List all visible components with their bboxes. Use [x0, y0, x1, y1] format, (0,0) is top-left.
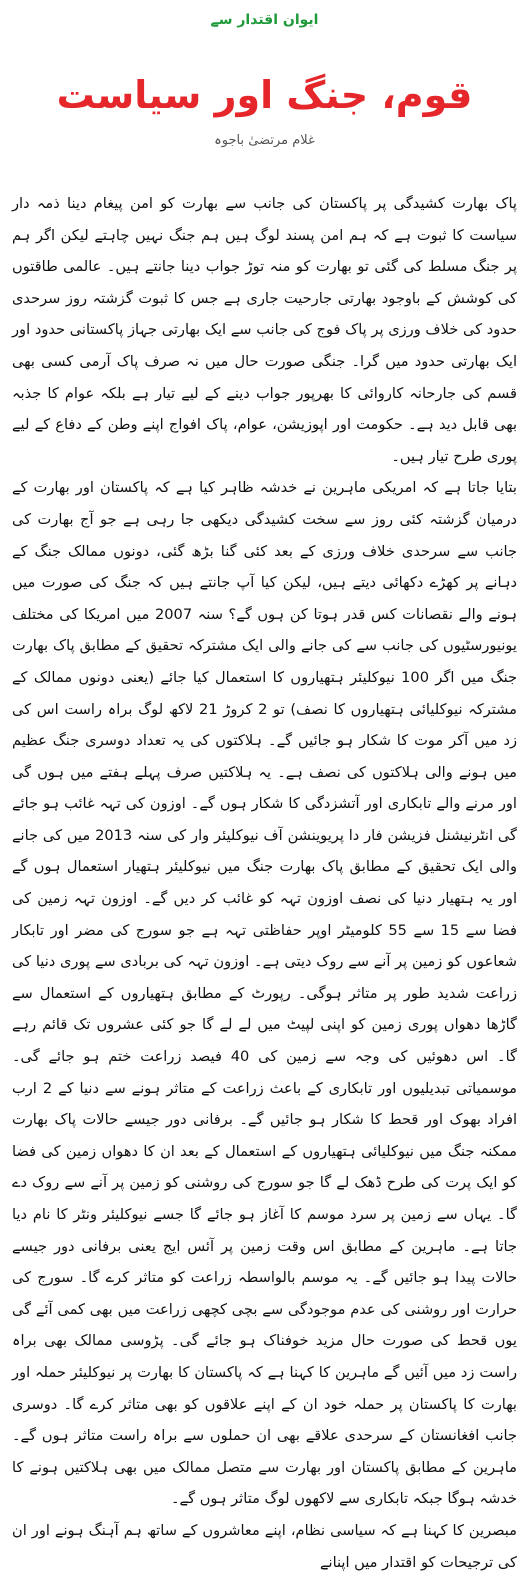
article-body [12, 188, 517, 1578]
article-paragraph: بتایا جاتا ہے کہ امریکی ماہرین نے خدشہ ظاہر کیا ہے کہ پاکستان اور بھارت کے درمیان گزشتہ کئی روز سے سخت کشیدگی دیکھی جا رہی ہے جو آج بھارت کی جانب سے سرحدی خلاف ورزی کے بعد کئی گنا بڑھ گئی، دونوں ممالک جنگ کے دہانے پر کھڑے دکھائی دیتے ہیں، لیکن کیا آپ جانتے ہیں کہ جنگ کی صورت میں ہونے والے نقصانات کس قدر ہوتا کن ہوں گے؟ سنہ 2007 میں امریکا کی مختلف یونیورسٹیوں کی جانب سے کی جانے والی ایک مشترکہ تحقیق کے مطابق پاک بھارت جنگ میں اگر 100 نیوکلیئر ہتھیاروں کا استعمال کیا جائے (یعنی دونوں ممالک کے مشترکہ نیوکلیائی ہتھیاروں کا نصف) تو 2 کروڑ 21 لاکھ لوگ براہ راست اس کی زد میں آکر موت کا شکار ہو جائیں گے۔ ہلاکتوں کی یہ تعداد دوسری جنگ عظیم میں ہونے والی ہلاکتوں کی نصف ہے۔ یہ ہلاکتیں صرف پہلے ہفتے میں ہوں گی اور مرنے والے تابکاری اور آتشزدگی کا شکار ہوں گے۔ اوزون کی تہہ غائب ہو جائے گی انٹرنیشنل فزیشن فار دا پریوینشن آف نیوکلیئر وار کی سنہ 2013 میں کی جانے والی ایک تحقیق کے مطابق پاک بھارت جنگ میں نیوکلیئر ہتھیار استعمال ہوں گے اور یہ ہتھیار دنیا کی نصف اوزون تہہ کو غائب کر دیں گے۔ اوزون تہہ زمین کی فضا سے 15 سے 55 کلومیٹر اوپر حفاظتی تہہ ہے جو سورج کی مضر اور تابکار شعاعوں کو زمین پر آنے سے روک دیتی ہے۔ اوزون تہہ کی بربادی سے پوری دنیا کی زراعت شدید طور پر متاثر ہوگی۔ رپورٹ کے مطابق ہتھیاروں کے استعمال سے گاڑھا دھواں پوری زمین کو اپنی لپیٹ میں لے لے گا جو کئی عشروں تک قائم رہے گا۔ اس دھوئیں کی وجہ سے زمین کی 40 فیصد زراعت ختم ہو جائے گی۔ موسمیاتی تبدیلیوں اور تابکاری کے باعث زراعت کے متاثر ہونے سے دنیا کے 2 ارب افراد بھوک اور قحط کا شکار ہو جائیں گے۔ برفانی دور جیسے حالات پاک بھارت ممکنہ جنگ میں نیوکلیائی ہتھیاروں کے استعمال کے بعد ان کا دھواں زمین کی فضا کو ایک پرت کی طرح ڈھک لے گا جو سورج کی روشنی کو زمین پر آنے سے روک دے گا۔ یہاں سے زمین پر سرد موسم کا آغاز ہو جائے گا جسے نیوکلیئر ونٹر کا نام دیا جاتا ہے۔ ماہرین کے مطابق اس وقت زمین پر آئس ایج یعنی برفانی دور جیسے حالات پیدا ہو جائیں گے۔ یہ موسم بالواسطہ زراعت کو متاثر کرے گا۔ سورج کی حرارت اور روشنی کی عدم موجودگی سے بچی کچھی زراعت میں بھی کمی آئے گی یوں قحط کی صورت حال مزید خوفناک ہو جائے گی۔ پڑوسی ممالک بھی براہ راست زد میں آئیں گے ماہرین کا کہنا ہے کہ پاکستان کا بھارت پر نیوکلیئر حملہ اور بھارت کا پاکستان پر حملہ خود ان کے اپنے علاقوں کو بھی متاثر کرے گا۔ دوسری جانب افغانستان کے سرحدی علاقے بھی ان حملوں سے براہ راست متاثر ہوں گے۔ ماہرین کے مطابق پاکستان اور بھارت سے متصل ممالک میں بھی ہلاکتیں ہونے کا خدشہ ہوگا جبکہ تابکاری سے لاکھوں لوگ متاثر ہوں گے۔ [12, 479, 518, 1508]
article-paragraph: پاک بھارت کشیدگی پر پاکستان کی جانب سے بھارت کو امن پیغام دینا ذمہ دار سیاست کا ثبوت ہے کہ ہم امن پسند لوگ ہیں ہم جنگ نہیں چاہتے لیکن اگر ہم پر جنگ مسلط کی گئی تو بھارت کو منہ توڑ جواب دینا جانتے ہیں۔ عالمی طاقتوں کی کوشش کے باوجود بھارتی جارحیت جاری ہے جس کا ثبوت گزشتہ روز سرحدی حدود کی خلاف ورزی پر پاک فوج کی جانب سے ایک بھارتی جہاز پاکستانی حدود اور ایک بھارتی حدود میں گرا۔ جنگی صورت حال میں نہ صرف پاک آرمی کسی بھی قسم کی جارحانہ کاروائی کا بھرپور جواب دینے کے لیے تیار ہے بلکہ عوام کا جذبہ بھی قابل دید ہے۔ حکومت اور اپوزیشن، عوام، پاک افواج اپنے وطن کے دفاع کے لیے پوری طرح تیار ہیں۔ [12, 195, 517, 465]
article-paragraph: مبصرین کا کہنا ہے کہ سیاسی نظام، اپنے معاشروں کے ساتھ ہم آہنگ ہونے اور ان کی ترجیحات کو اقتدار میں اپنانے [12, 1521, 517, 1571]
author-byline: غلام مرتضیٰ باجوہ [214, 133, 315, 148]
article-headline: قوم، جنگ اور سیاست [56, 73, 473, 117]
column-kicker: ایوان اقتدار سے [210, 12, 319, 28]
